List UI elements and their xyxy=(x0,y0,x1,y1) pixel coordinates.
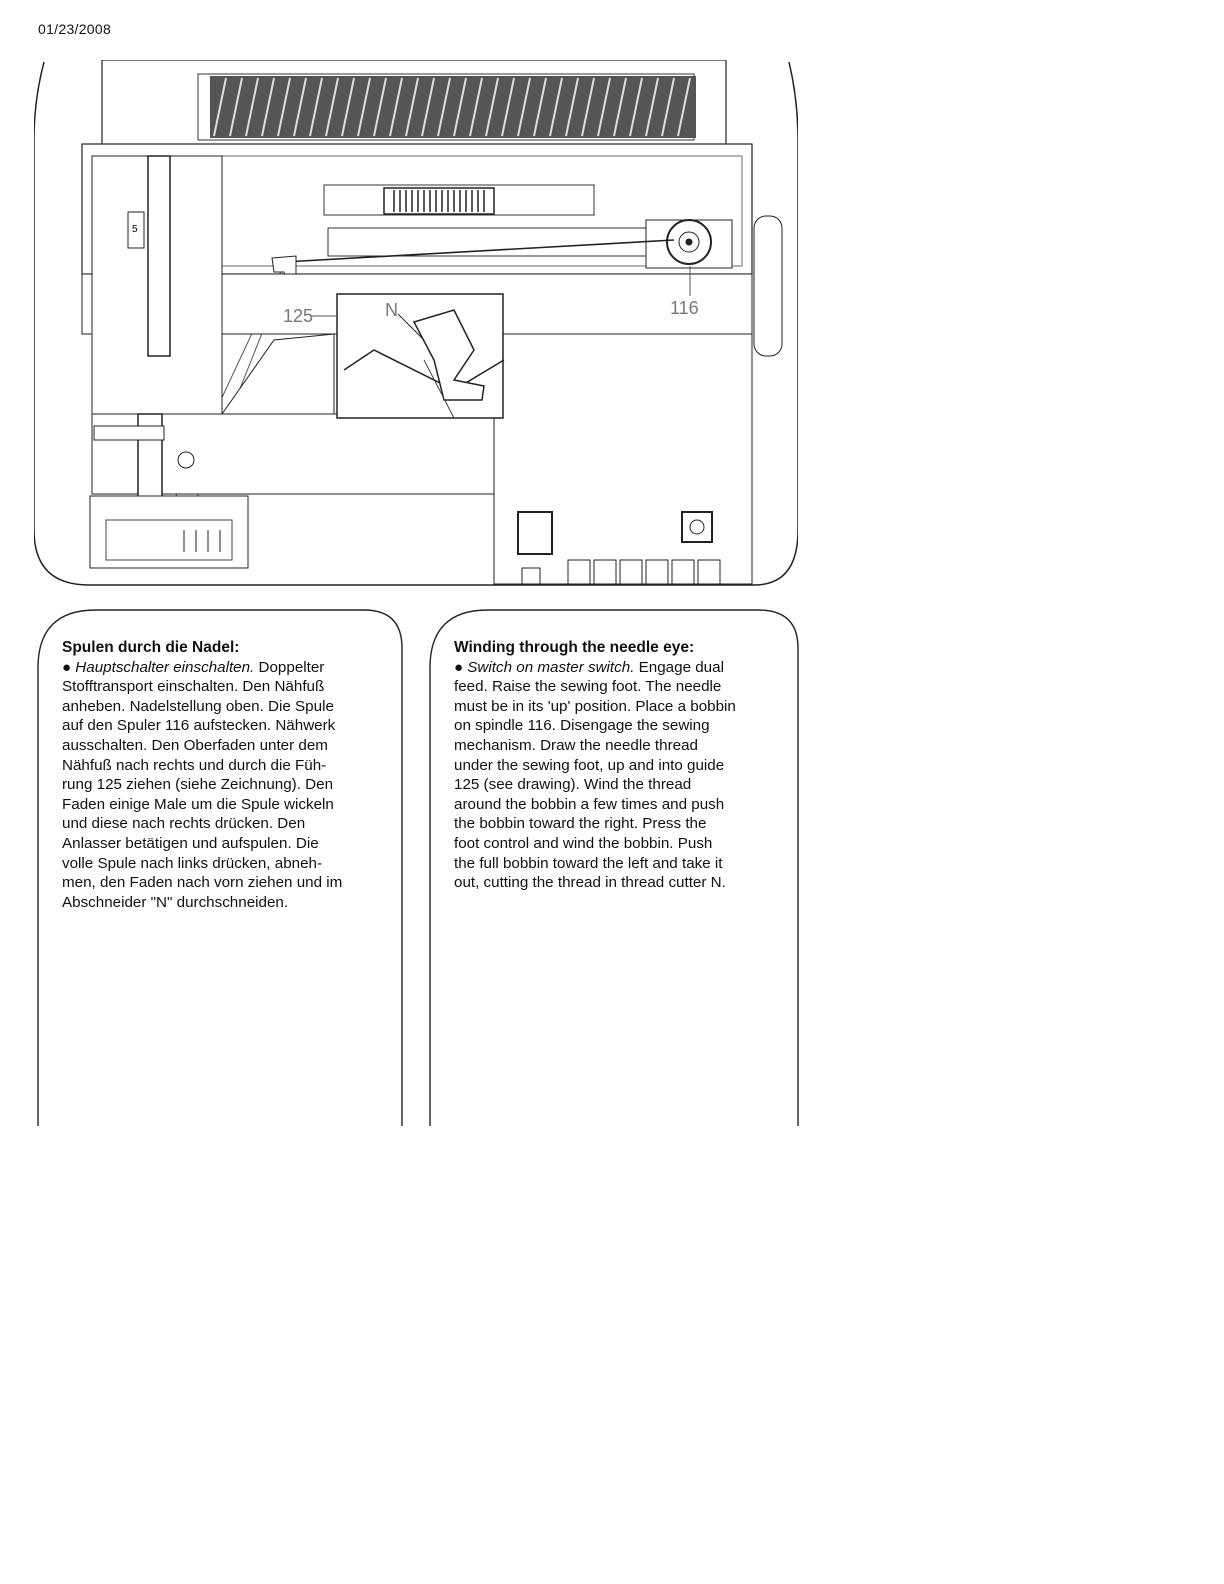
german-line: men, den Faden nach vorn ziehen und im xyxy=(62,874,343,892)
thread-cutter-inset xyxy=(337,294,504,418)
english-line: 125 (see drawing). Wind the thread xyxy=(454,776,692,794)
german-instructions-panel xyxy=(36,608,404,1128)
german-line: auf den Spuler 116 aufstecken. Nähwerk xyxy=(62,717,336,735)
english-line: the full bobbin toward the left and take it xyxy=(454,854,723,872)
english-line: under the sewing foot, up and into guide xyxy=(454,756,725,774)
english-line: feed. Raise the sewing foot. The needle xyxy=(454,678,722,696)
english-line: foot control and wind the bobbin. Push xyxy=(454,834,713,852)
sewing-machine-illustration xyxy=(34,60,798,588)
german-line: anheben. Nadelstellung oben. Die Spule xyxy=(62,697,334,715)
english-line: out, cutting the thread in thread cutter N. xyxy=(454,874,726,892)
bobbin-winder xyxy=(646,220,732,268)
english-line: Engage dual xyxy=(638,658,724,676)
german-line: Abschneider "N" durchschneiden. xyxy=(62,893,289,911)
document-date: 01/23/2008 xyxy=(38,21,112,37)
german-line: ausschalten. Den Oberfaden unter dem xyxy=(62,736,328,754)
german-line: Faden einige Male um die Spule wickeln xyxy=(62,795,334,813)
german-title: Spulen durch die Nadel: xyxy=(62,639,240,656)
machine-drawing xyxy=(34,60,798,588)
english-line: mechanism. Draw the needle thread xyxy=(454,736,698,754)
german-line: Stofftransport einschalten. Den Nähfuß xyxy=(62,678,325,696)
german-line: volle Spule nach links drücken, abneh- xyxy=(62,854,323,872)
english-lead: Switch on master switch. xyxy=(467,658,635,676)
german-line: Anlasser betätigen und aufspulen. Die xyxy=(62,834,319,852)
german-line: rung 125 ziehen (siehe Zeichnung). Den xyxy=(62,776,334,794)
german-line: Nähfuß nach rechts und durch die Füh- xyxy=(62,756,327,774)
bullet-icon: ● xyxy=(62,658,72,676)
english-line: must be in its 'up' position. Place a bobbin xyxy=(454,697,736,715)
svg-text:5: 5 xyxy=(132,224,138,235)
hatched-panel xyxy=(210,76,696,138)
german-lead: Hauptschalter einschalten. xyxy=(75,658,255,676)
cutter-label: N xyxy=(385,300,398,320)
english-line: on spindle 116. Disengage the sewing xyxy=(454,717,710,735)
english-instructions-panel xyxy=(428,608,796,1128)
english-line: the bobbin toward the right. Press the xyxy=(454,815,707,833)
bullet-icon: ● xyxy=(454,658,464,676)
german-line: und diese nach rechts drücken. Den xyxy=(62,815,306,833)
german-line: Doppelter xyxy=(258,658,325,676)
english-line: around the bobbin a few times and push xyxy=(454,795,725,813)
english-title: Winding through the needle eye: xyxy=(454,639,695,656)
guide-label: 125 xyxy=(283,306,314,326)
spindle-label: 116 xyxy=(670,298,699,318)
